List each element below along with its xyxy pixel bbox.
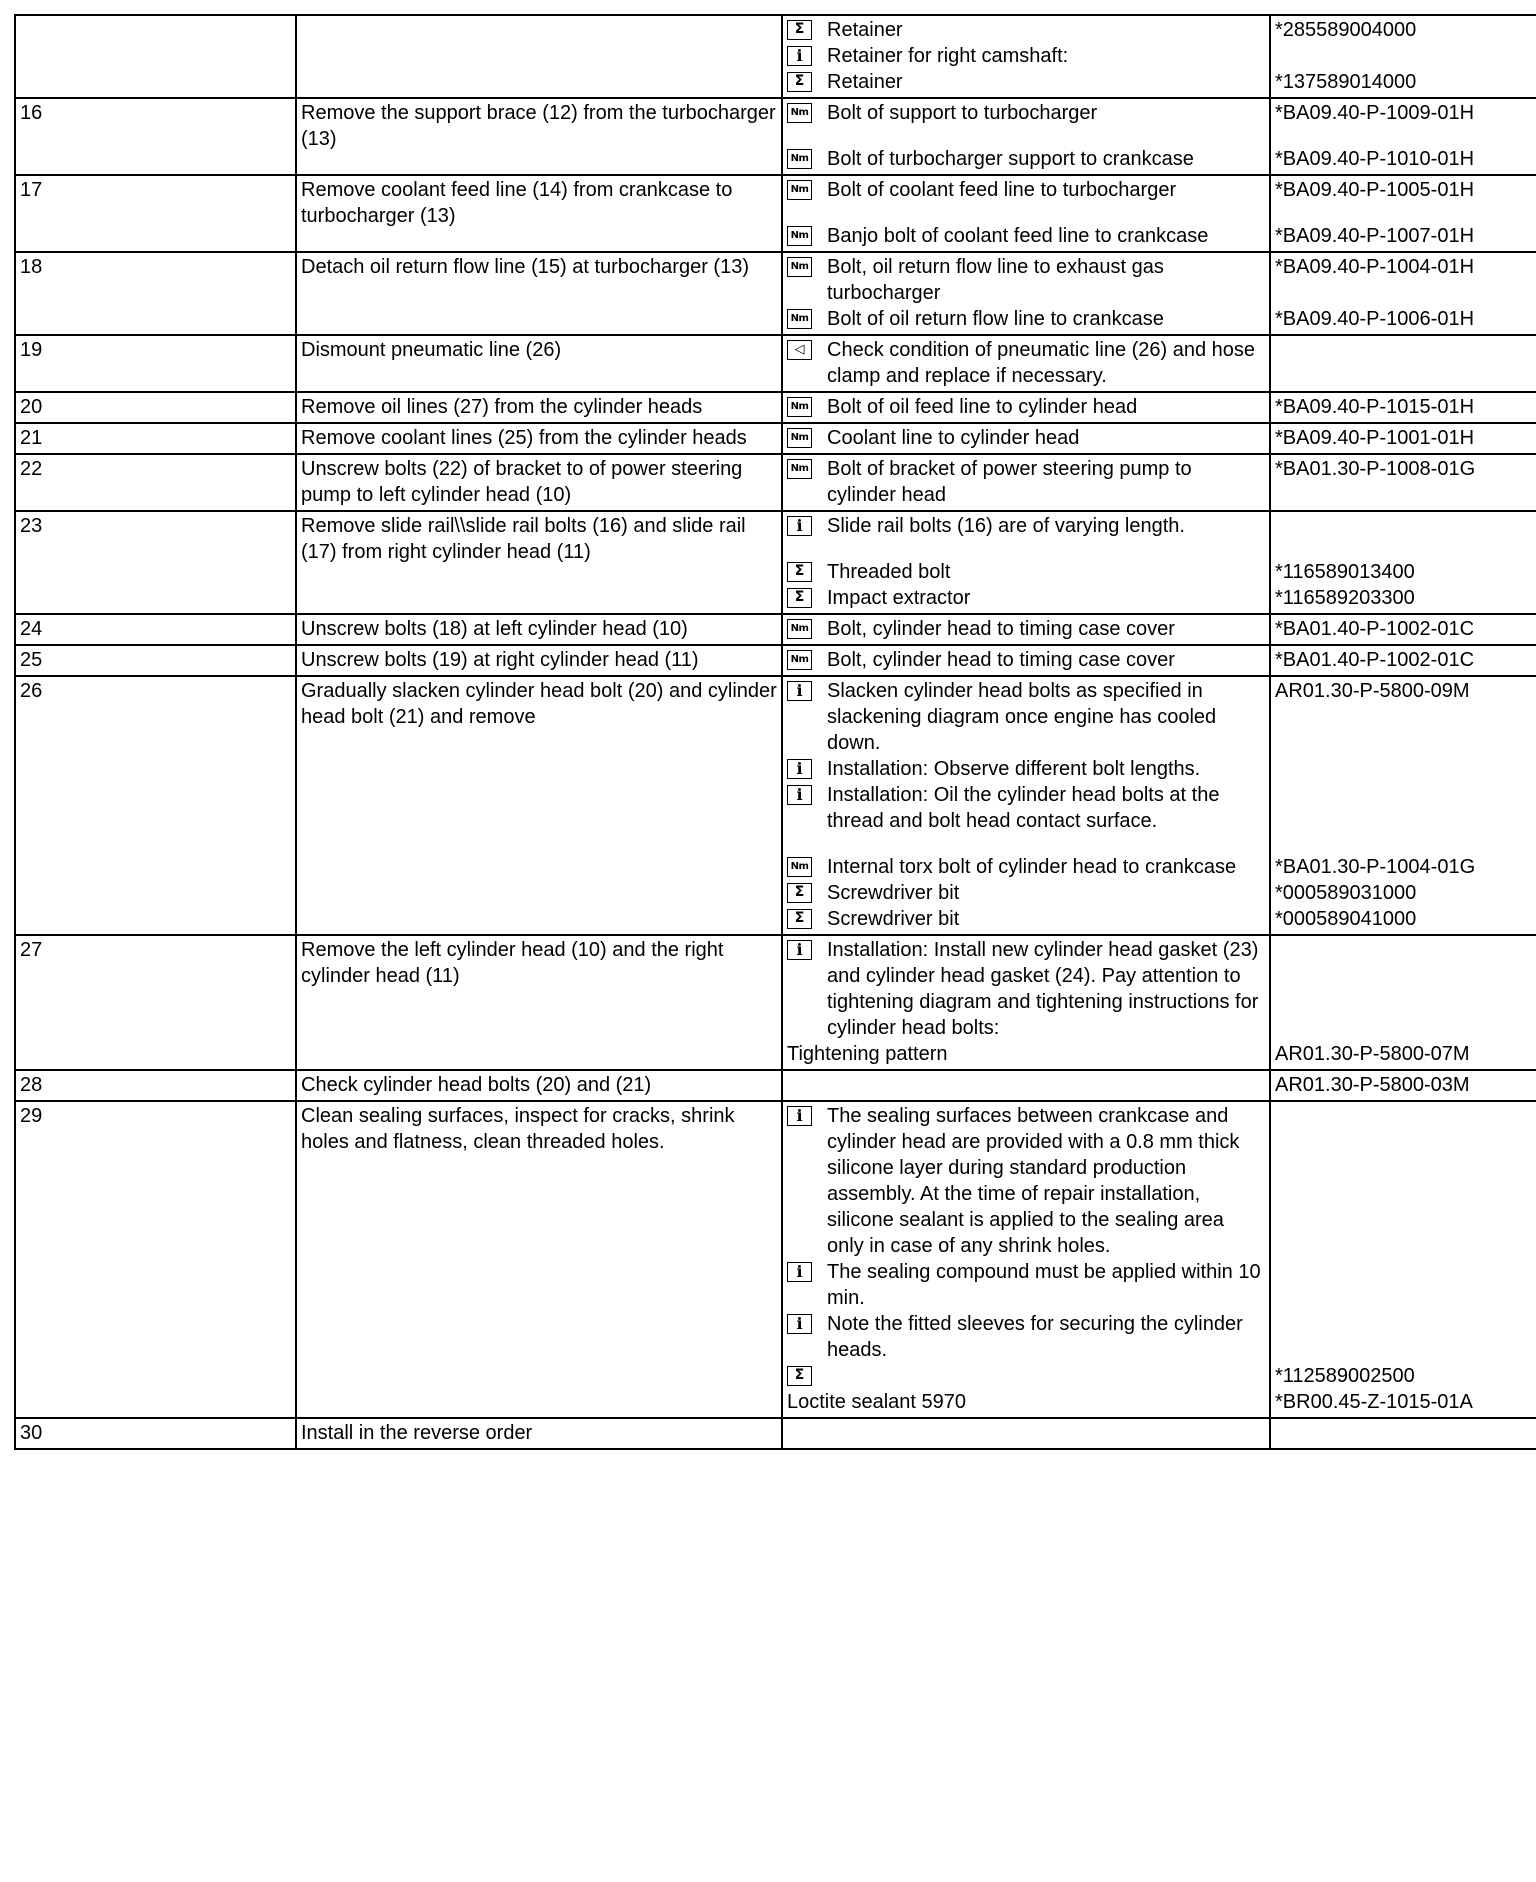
note-item bbox=[787, 937, 1265, 1041]
notes-cell bbox=[782, 511, 1270, 614]
note-item bbox=[787, 854, 1265, 880]
note-item bbox=[787, 559, 1265, 585]
tool-icon: Σ bbox=[787, 909, 812, 929]
step-number: 29 bbox=[15, 1101, 296, 1418]
reference-cell bbox=[1270, 1101, 1536, 1418]
table-row bbox=[15, 511, 1536, 614]
note-item bbox=[787, 337, 1265, 389]
note-item bbox=[787, 223, 1265, 249]
notes-cell bbox=[782, 335, 1270, 392]
table-row bbox=[15, 252, 1536, 335]
tool-icon: Σ bbox=[787, 883, 812, 903]
table-row bbox=[15, 15, 1536, 98]
table-row bbox=[15, 335, 1536, 392]
note-text: Bolt of oil feed line to cylinder head bbox=[827, 396, 1138, 418]
torque-nm-icon: Nm bbox=[787, 309, 812, 329]
torque-nm-icon: Nm bbox=[787, 857, 812, 877]
reference-cell bbox=[1270, 335, 1536, 392]
step-number: 26 bbox=[15, 676, 296, 935]
note-text: Banjo bolt of coolant feed line to crankcase bbox=[827, 225, 1209, 247]
reference-cell bbox=[1270, 252, 1536, 335]
reference-code: *112589002500 bbox=[1275, 1365, 1415, 1387]
reference-cell bbox=[1270, 645, 1536, 676]
table-row bbox=[15, 423, 1536, 454]
reference-code bbox=[1275, 337, 1536, 389]
step-number: 25 bbox=[15, 645, 296, 676]
reference-code bbox=[1275, 1103, 1536, 1259]
reference-code: *BA01.40-P-1002-01C bbox=[1275, 649, 1475, 671]
note-item bbox=[787, 513, 1265, 539]
tool-icon: Σ bbox=[787, 562, 812, 582]
reference-code: *137589014000 bbox=[1275, 71, 1417, 93]
table-row bbox=[15, 1418, 1536, 1449]
step-number: 19 bbox=[15, 335, 296, 392]
reference-code bbox=[1275, 937, 1536, 1041]
step-number: 30 bbox=[15, 1418, 296, 1449]
notes-cell bbox=[782, 614, 1270, 645]
reference-code: *BA09.40-P-1015-01H bbox=[1275, 396, 1475, 418]
reference-code: AR01.30-P-5800-03M bbox=[1275, 1074, 1470, 1096]
torque-nm-icon: Nm bbox=[787, 257, 812, 277]
note-text: Screwdriver bit bbox=[827, 882, 960, 904]
operation-text: Remove the support brace (12) from the turbocharger (13) bbox=[296, 98, 782, 175]
note-text: Bolt of oil return flow line to crankcase bbox=[827, 308, 1164, 330]
tool-icon: Σ bbox=[787, 72, 812, 92]
operation-text: Remove coolant lines (25) from the cylinder heads bbox=[296, 423, 782, 454]
torque-nm-icon: Nm bbox=[787, 226, 812, 246]
reference-cell bbox=[1270, 392, 1536, 423]
info-icon: i bbox=[787, 1314, 812, 1334]
table-row bbox=[15, 1070, 1536, 1101]
operation-text: Remove oil lines (27) from the cylinder heads bbox=[296, 392, 782, 423]
note-text: Note the fitted sleeves for securing the cylinder heads. bbox=[827, 1313, 1243, 1361]
torque-nm-icon: Nm bbox=[787, 459, 812, 479]
note-item bbox=[787, 306, 1265, 332]
note-text: Installation: Install new cylinder head gasket (23) and cylinder head gasket (24). Pay attention to tightening diagram and tightening instructions for cylinder head bolts: bbox=[827, 939, 1259, 1039]
note-text: Tightening pattern bbox=[787, 1043, 948, 1065]
note-item bbox=[787, 756, 1265, 782]
note-item bbox=[787, 880, 1265, 906]
notes-cell bbox=[782, 1418, 1270, 1449]
note-text: Screwdriver bit bbox=[827, 908, 960, 930]
operation-text: Clean sealing surfaces, inspect for cracks, shrink holes and flatness, clean threaded holes. bbox=[296, 1101, 782, 1418]
reference-cell bbox=[1270, 676, 1536, 935]
reference-code: *000589041000 bbox=[1275, 908, 1417, 930]
note-text: The sealing compound must be applied within 10 min. bbox=[827, 1261, 1261, 1309]
notes-cell bbox=[782, 252, 1270, 335]
reference-cell bbox=[1270, 1070, 1536, 1101]
note-text: Bolt, oil return flow line to exhaust gas turbocharger bbox=[827, 256, 1164, 304]
step-number: 20 bbox=[15, 392, 296, 423]
reference-code: *BA01.40-P-1002-01C bbox=[1275, 618, 1475, 640]
note-item bbox=[787, 1259, 1265, 1311]
reference-cell bbox=[1270, 423, 1536, 454]
note-item bbox=[787, 678, 1265, 756]
note-text: Retainer bbox=[827, 71, 903, 93]
note-text: Retainer for right camshaft: bbox=[827, 45, 1069, 67]
table-row bbox=[15, 454, 1536, 511]
operation-text: Remove coolant feed line (14) from crankcase to turbocharger (13) bbox=[296, 175, 782, 252]
reference-code: *BA09.40-P-1010-01H bbox=[1275, 148, 1475, 170]
reference-cell bbox=[1270, 15, 1536, 98]
tool-icon: Σ bbox=[787, 588, 812, 608]
reference-code: *116589013400 bbox=[1275, 561, 1415, 583]
note-text: Coolant line to cylinder head bbox=[827, 427, 1080, 449]
info-icon: i bbox=[787, 681, 812, 701]
note-text: Bolt of turbocharger support to crankcase bbox=[827, 148, 1194, 170]
note-item bbox=[787, 254, 1265, 306]
notes-cell bbox=[782, 1070, 1270, 1101]
operation-text: Remove slide rail\\slide rail bolts (16) and slide rail (17) from right cylinder head (11) bbox=[296, 511, 782, 614]
note-item bbox=[787, 1041, 1265, 1067]
note-item bbox=[787, 906, 1265, 932]
torque-nm-icon: Nm bbox=[787, 397, 812, 417]
operation-text: Check cylinder head bolts (20) and (21) bbox=[296, 1070, 782, 1101]
reference-code: AR01.30-P-5800-09M bbox=[1275, 680, 1470, 702]
step-number: 21 bbox=[15, 423, 296, 454]
reference-code: *BR00.45-Z-1015-01A bbox=[1275, 1391, 1473, 1413]
reference-code bbox=[1275, 1259, 1536, 1311]
note-text: Bolt of bracket of power steering pump to cylinder head bbox=[827, 458, 1192, 506]
info-icon: i bbox=[787, 1262, 812, 1282]
notes-cell bbox=[782, 175, 1270, 252]
reference-cell bbox=[1270, 98, 1536, 175]
note-text: Internal torx bolt of cylinder head to crankcase bbox=[827, 856, 1237, 878]
note-item bbox=[787, 456, 1265, 508]
torque-nm-icon: Nm bbox=[787, 619, 812, 639]
torque-nm-icon: Nm bbox=[787, 650, 812, 670]
reference-cell bbox=[1270, 1418, 1536, 1449]
note-text: Retainer bbox=[827, 19, 903, 41]
reference-code: *000589031000 bbox=[1275, 882, 1417, 904]
note-item bbox=[787, 1072, 1265, 1098]
info-icon: i bbox=[787, 759, 812, 779]
note-text: The sealing surfaces between crankcase and cylinder head are provided with a 0.8 mm thick silicone layer during standard production assembly. At the time of repair installation, silicone sealant is applied to the sealing area only in case of any shrink holes. bbox=[827, 1105, 1240, 1257]
torque-nm-icon: Nm bbox=[787, 180, 812, 200]
notes-cell bbox=[782, 392, 1270, 423]
note-item bbox=[787, 1311, 1265, 1363]
notes-cell bbox=[782, 1101, 1270, 1418]
note-text: Threaded bolt bbox=[827, 561, 951, 583]
note-item bbox=[787, 100, 1265, 126]
reference-code: *285589004000 bbox=[1275, 19, 1417, 41]
reference-code bbox=[1275, 43, 1536, 69]
note-item bbox=[787, 585, 1265, 611]
reference-code: *BA09.40-P-1007-01H bbox=[1275, 225, 1475, 247]
reference-code bbox=[1275, 1311, 1536, 1363]
step-number: 23 bbox=[15, 511, 296, 614]
reference-code bbox=[1275, 756, 1536, 782]
step-number: 22 bbox=[15, 454, 296, 511]
operation-text: Remove the left cylinder head (10) and the right cylinder head (11) bbox=[296, 935, 782, 1070]
reference-cell bbox=[1270, 511, 1536, 614]
notes-cell bbox=[782, 935, 1270, 1070]
step-number: 24 bbox=[15, 614, 296, 645]
note-item bbox=[787, 1389, 1265, 1415]
reference-code: *BA09.40-P-1005-01H bbox=[1275, 179, 1475, 201]
note-item bbox=[787, 43, 1265, 69]
torque-nm-icon: Nm bbox=[787, 428, 812, 448]
note-item bbox=[787, 425, 1265, 451]
info-icon: i bbox=[787, 46, 812, 66]
note-item bbox=[787, 69, 1265, 95]
note-item bbox=[787, 1103, 1265, 1259]
step-number bbox=[15, 15, 296, 98]
info-icon: i bbox=[787, 785, 812, 805]
operation-text: Unscrew bolts (22) of bracket to of power steering pump to left cylinder head (10) bbox=[296, 454, 782, 511]
info-icon: i bbox=[787, 1106, 812, 1126]
note-item bbox=[787, 647, 1265, 673]
note-text: Bolt of coolant feed line to turbocharger bbox=[827, 179, 1177, 201]
table-row bbox=[15, 392, 1536, 423]
table-row bbox=[15, 645, 1536, 676]
step-number: 18 bbox=[15, 252, 296, 335]
note-text: Impact extractor bbox=[827, 587, 971, 609]
reference-code: *BA09.40-P-1001-01H bbox=[1275, 427, 1475, 449]
info-icon: i bbox=[787, 516, 812, 536]
operation-text: Unscrew bolts (19) at right cylinder head (11) bbox=[296, 645, 782, 676]
operation-text: Unscrew bolts (18) at left cylinder head (10) bbox=[296, 614, 782, 645]
torque-nm-icon: Nm bbox=[787, 149, 812, 169]
note-text: Bolt, cylinder head to timing case cover bbox=[827, 618, 1175, 640]
step-number: 16 bbox=[15, 98, 296, 175]
procedure-sheet bbox=[14, 14, 1514, 1866]
check-icon: ◁ bbox=[787, 340, 812, 360]
reference-code: *116589203300 bbox=[1275, 587, 1415, 609]
step-number: 17 bbox=[15, 175, 296, 252]
table-row bbox=[15, 98, 1536, 175]
note-item bbox=[787, 394, 1265, 420]
operation-text: Detach oil return flow line (15) at turbocharger (13) bbox=[296, 252, 782, 335]
reference-code bbox=[1275, 513, 1536, 539]
note-item bbox=[787, 17, 1265, 43]
reference-code bbox=[1275, 782, 1536, 834]
step-number: 28 bbox=[15, 1070, 296, 1101]
reference-code: *BA09.40-P-1006-01H bbox=[1275, 308, 1475, 330]
note-item bbox=[787, 1363, 1265, 1389]
note-text: Bolt of support to turbocharger bbox=[827, 102, 1098, 124]
reference-code: *BA01.30-P-1004-01G bbox=[1275, 856, 1476, 878]
notes-cell bbox=[782, 98, 1270, 175]
reference-cell bbox=[1270, 935, 1536, 1070]
operation-text bbox=[296, 15, 782, 98]
note-text: Slacken cylinder head bolts as specified in slackening diagram once engine has cooled down. bbox=[827, 680, 1217, 754]
torque-nm-icon: Nm bbox=[787, 103, 812, 123]
note-text: Installation: Observe different bolt lengths. bbox=[827, 758, 1201, 780]
reference-code: *BA09.40-P-1009-01H bbox=[1275, 102, 1475, 124]
note-text: Slide rail bolts (16) are of varying length. bbox=[827, 515, 1185, 537]
table-row bbox=[15, 676, 1536, 935]
note-text: Installation: Oil the cylinder head bolts at the thread and bolt head contact surface. bbox=[827, 784, 1220, 832]
note-text: Check condition of pneumatic line (26) and hose clamp and replace if necessary. bbox=[827, 339, 1256, 387]
table-row bbox=[15, 935, 1536, 1070]
reference-code: *BA01.30-P-1008-01G bbox=[1275, 458, 1476, 480]
table-row bbox=[15, 614, 1536, 645]
reference-cell bbox=[1270, 454, 1536, 511]
table-row bbox=[15, 1101, 1536, 1418]
notes-cell bbox=[782, 15, 1270, 98]
note-text: Loctite sealant 5970 bbox=[787, 1391, 967, 1413]
operation-text: Dismount pneumatic line (26) bbox=[296, 335, 782, 392]
procedure-table bbox=[14, 14, 1536, 1450]
procedure-table-body bbox=[15, 15, 1536, 1449]
reference-cell bbox=[1270, 175, 1536, 252]
step-number: 27 bbox=[15, 935, 296, 1070]
note-item bbox=[787, 782, 1265, 834]
note-item bbox=[787, 616, 1265, 642]
tool-icon: Σ bbox=[787, 20, 812, 40]
notes-cell bbox=[782, 454, 1270, 511]
notes-cell bbox=[782, 645, 1270, 676]
note-item bbox=[787, 177, 1265, 203]
operation-text: Gradually slacken cylinder head bolt (20) and cylinder head bolt (21) and remove bbox=[296, 676, 782, 935]
tool-icon: Σ bbox=[787, 1366, 812, 1386]
notes-cell bbox=[782, 676, 1270, 935]
table-row bbox=[15, 175, 1536, 252]
note-item bbox=[787, 146, 1265, 172]
reference-code: *BA09.40-P-1004-01H bbox=[1275, 256, 1475, 278]
info-icon: i bbox=[787, 940, 812, 960]
operation-text: Install in the reverse order bbox=[296, 1418, 782, 1449]
note-text: Bolt, cylinder head to timing case cover bbox=[827, 649, 1175, 671]
reference-code: AR01.30-P-5800-07M bbox=[1275, 1043, 1470, 1065]
reference-cell bbox=[1270, 614, 1536, 645]
notes-cell bbox=[782, 423, 1270, 454]
